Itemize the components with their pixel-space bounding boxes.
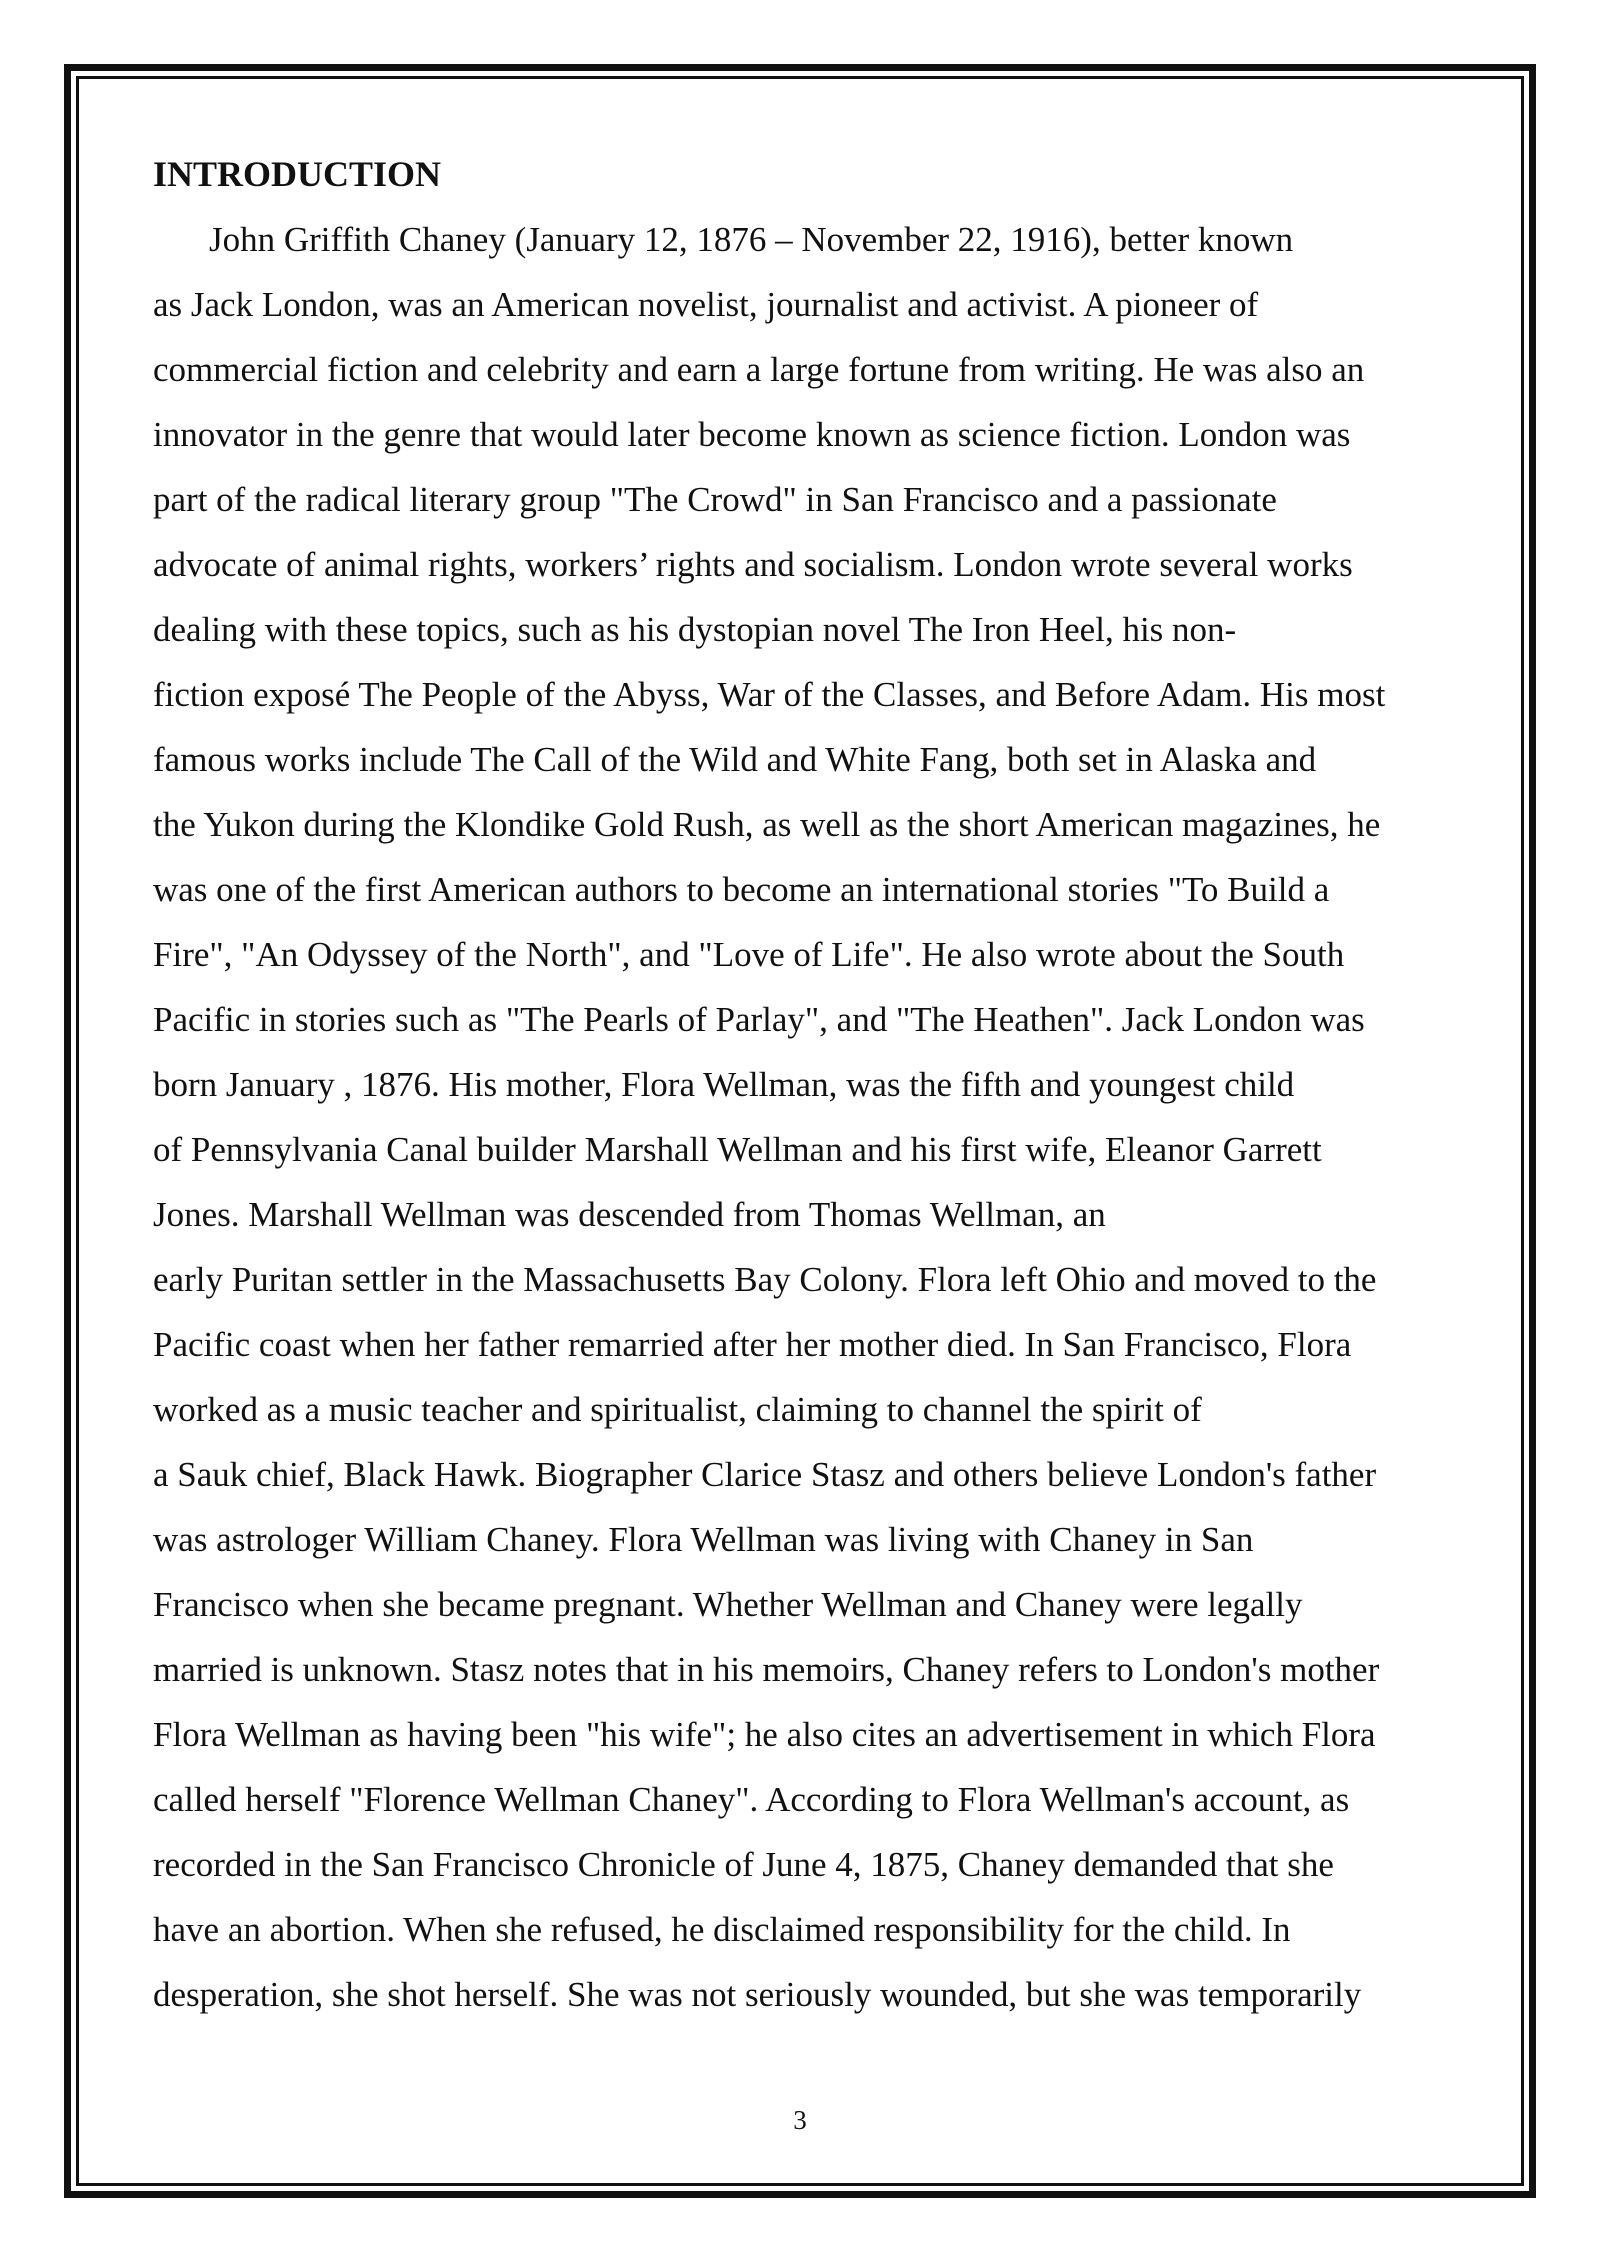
paragraph-line: Pacific in stories such as "The Pearls of Parlay", and "The Heathen". Jack London was — [153, 1000, 1365, 1039]
paragraph-line: innovator in the genre that would later become known as science fiction. London was — [153, 415, 1351, 454]
paragraph-line: desperation, she shot herself. She was not seriously wounded, but she was temporarily — [153, 1975, 1362, 2014]
paragraph-line: of Pennsylvania Canal builder Marshall Wellman and his first wife, Eleanor Garrett — [153, 1130, 1322, 1169]
section-heading: INTRODUCTION — [153, 154, 442, 194]
paragraph-line: born January , 1876. His mother, Flora Wellman, was the fifth and youngest child — [153, 1065, 1295, 1104]
paragraph-line: worked as a music teacher and spiritualist, claiming to channel the spirit of — [153, 1390, 1202, 1429]
paragraph-line: Francisco when she became pregnant. Whether Wellman and Chaney were legally — [153, 1585, 1303, 1624]
paragraph-line: recorded in the San Francisco Chronicle of June 4, 1875, Chaney demanded that she — [153, 1845, 1334, 1884]
paragraph-line: the Yukon during the Klondike Gold Rush, as well as the short American magazines, he — [153, 805, 1381, 844]
paragraph-line: fiction exposé The People of the Abyss, War of the Classes, and Before Adam. His most — [153, 675, 1386, 714]
paragraph-line: as Jack London, was an American novelist, journalist and activist. A pioneer of — [153, 285, 1259, 324]
paragraph-line: commercial fiction and celebrity and earn a large fortune from writing. He was also an — [153, 350, 1365, 389]
paragraph-line: Flora Wellman as having been "his wife"; he also cites an advertisement in which Flora — [153, 1715, 1376, 1754]
paragraph-line: Fire", "An Odyssey of the North", and "Love of Life". He also wrote about the South — [153, 935, 1345, 974]
paragraph-line: John Griffith Chaney (January 12, 1876 – November 22, 1916), better known — [209, 220, 1294, 259]
paragraph-line: Pacific coast when her father remarried after her mother died. In San Francisco, Flora — [153, 1325, 1352, 1364]
document-body — [153, 142, 1503, 2027]
paragraph-line: advocate of animal rights, workers’ rights and socialism. London wrote several works — [153, 545, 1353, 584]
paragraph-line: dealing with these topics, such as his dystopian novel The Iron Heel, his non- — [153, 610, 1237, 649]
paragraph-line: part of the radical literary group "The Crowd" in San Francisco and a passionate — [153, 480, 1277, 519]
paragraph-line: was one of the first American authors to become an international stories "To Build a — [153, 870, 1330, 909]
paragraph-line: called herself "Florence Wellman Chaney". According to Flora Wellman's account, as — [153, 1780, 1350, 1819]
paragraph-line: early Puritan settler in the Massachusetts Bay Colony. Flora left Ohio and moved to the — [153, 1260, 1377, 1299]
page-number: 3 — [793, 2105, 807, 2135]
paragraph-line: famous works include The Call of the Wild and White Fang, both set in Alaska and — [153, 740, 1317, 779]
paragraph-line: Jones. Marshall Wellman was descended from Thomas Wellman, an — [153, 1195, 1106, 1234]
paragraph-line: a Sauk chief, Black Hawk. Biographer Clarice Stasz and others believe London's father — [153, 1455, 1377, 1494]
paragraph-line: was astrologer William Chaney. Flora Wellman was living with Chaney in San — [153, 1520, 1254, 1559]
paragraph-line: have an abortion. When she refused, he disclaimed responsibility for the child. In — [153, 1910, 1291, 1949]
paragraph-line: married is unknown. Stasz notes that in his memoirs, Chaney refers to London's mother — [153, 1650, 1380, 1689]
